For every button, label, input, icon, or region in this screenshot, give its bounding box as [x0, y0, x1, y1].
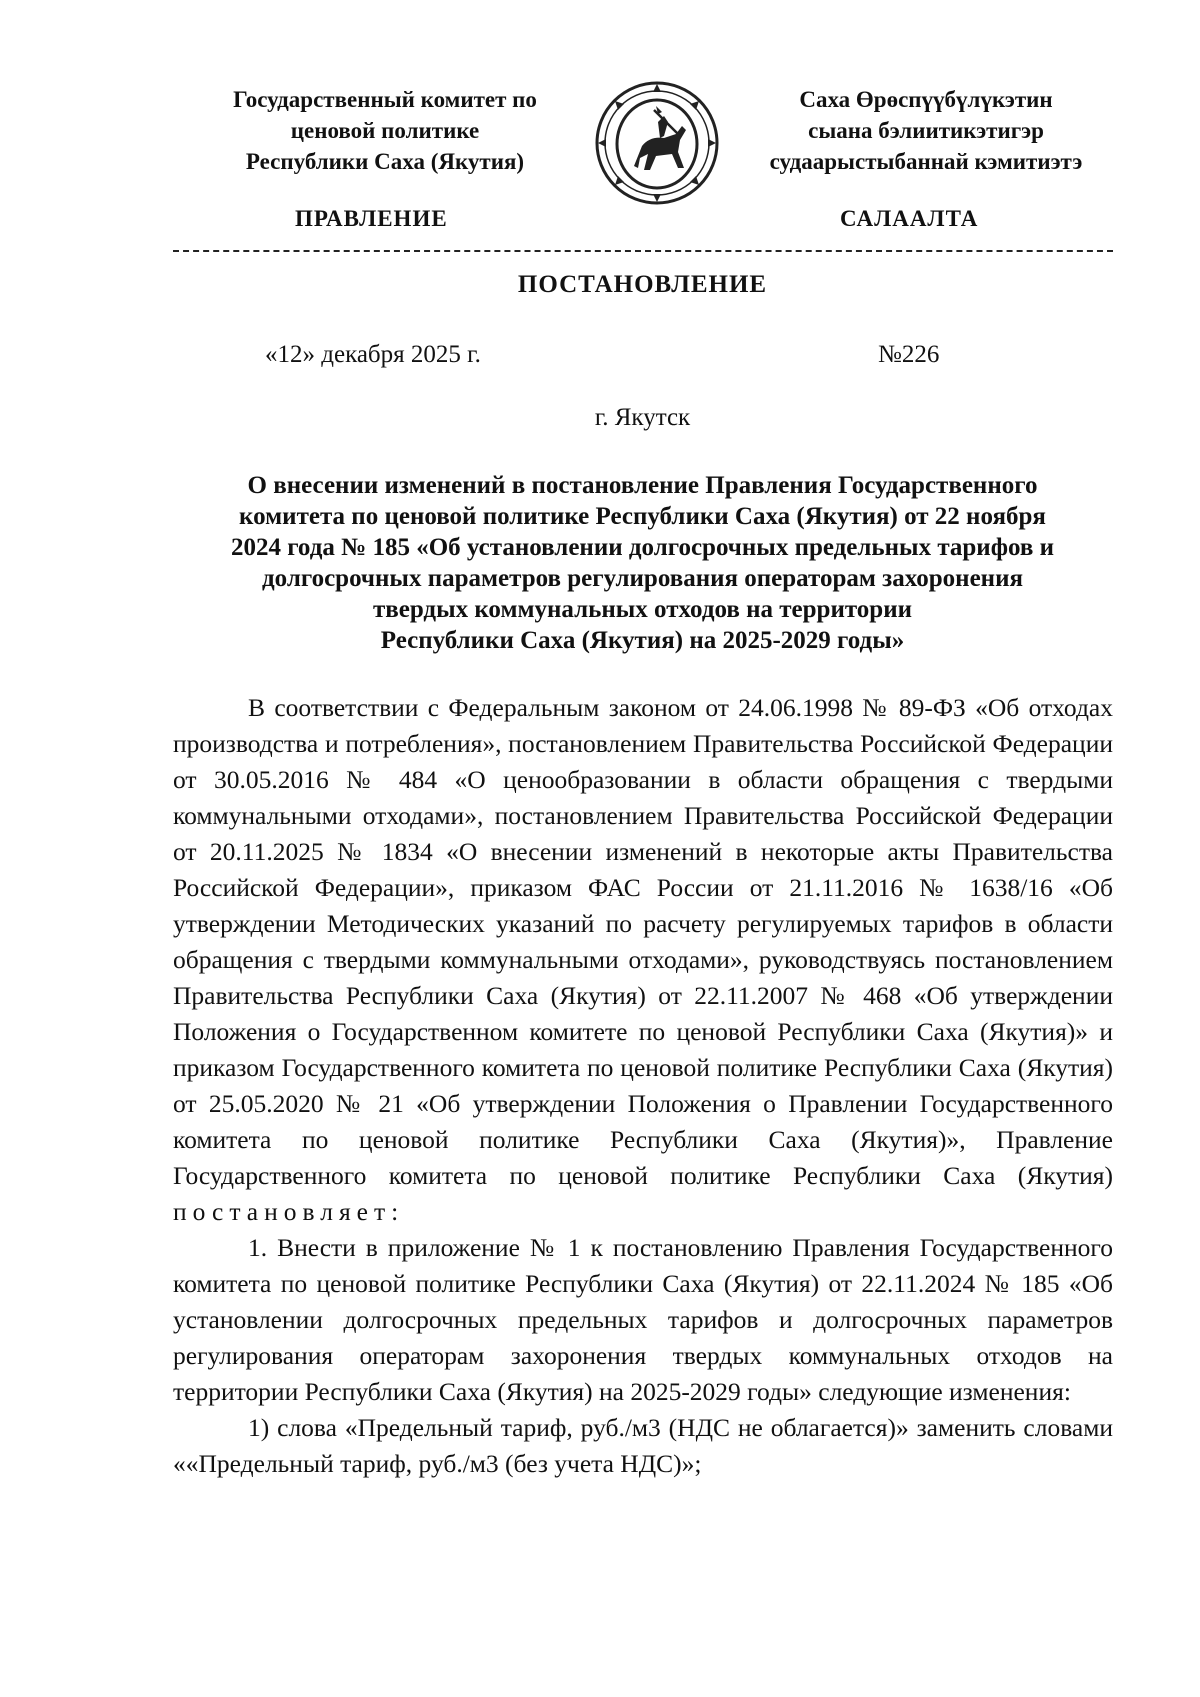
item-1-1-paragraph: 1) слова «Предельный тариф, руб./м3 (НДС не облагается)» заменить словами ««Предельный тариф, руб./м3 (без учета НДС)»; — [173, 1413, 1113, 1478]
header-org-line: ценовой политике — [290, 118, 480, 143]
resolves-word: постановляет: — [173, 1197, 405, 1226]
header-org-line: судаарыстыбаннай кэмитиэтэ — [769, 149, 1083, 174]
board-title-sah: САЛААЛТА — [840, 206, 979, 231]
decree-subject — [170, 470, 1115, 656]
subject-line: долгосрочных параметров регулирования операторам захоронения — [262, 565, 1023, 592]
yakutia-coat-of-arms-icon — [594, 80, 720, 206]
preamble-text: В соответствии с Федеральным законом от 24.06.1998 № 89-ФЗ «Об отходах производства и потребления», постановлением Правительства Российской Федерации от 30.05.2016 № 484 «О ценообразовании в области обращения с твердыми коммунальными отходами», постановлением Правительства Российской Федерации от 20.11.2025 № 1834 «О внесении изменений в некоторые акты Правительства Российской Федерации», приказом ФАС России от 21.11.2016 № 1638/16 «Об утверждении Методических указаний по расчету регулируемых тарифов в области обращения с твердыми коммунальными отходами», руководствуясь постановлением Правительства Республики Саха (Якутия) от 22.11.2007 № 468 «Об утверждении Положения о Государственном комитете по ценовой Республики Саха (Якутия)» и приказом Государственного комитета по ценовой политике Республики Саха (Якутия) от 25.05.2020 № 21 «Об утверждении Положения о Правлении Государственного комитета по ценовой политике Республики Саха (Якутия)», Правление Государственного комитета по ценовой политике Республики Саха (Якутия) — [173, 693, 1113, 1190]
decree-title: ПОСТАНОВЛЕНИЕ — [517, 271, 768, 298]
decree-city: г. Якутск — [594, 404, 691, 431]
subject-line: Республики Саха (Якутия) на 2025-2029 годы» — [380, 627, 905, 654]
header-org-name-sah — [732, 84, 1120, 177]
decree-date: «12» декабря 2025 г. — [265, 341, 481, 368]
preamble-paragraph — [173, 690, 1113, 1230]
header-org-line: Государственный комитет по — [233, 87, 537, 112]
header-org-line: Саха Өрөспүүбүлүкэтин — [799, 87, 1053, 112]
board-title-ru: ПРАВЛЕНИЕ — [295, 206, 448, 231]
header-org-line: Республики Саха (Якутия) — [245, 149, 525, 174]
decree-body — [173, 690, 1113, 1482]
header-divider — [173, 250, 1113, 252]
subject-line: твердых коммунальных отходов на территории — [372, 596, 913, 623]
header-org-name-ru — [195, 84, 575, 177]
subject-line: комитета по ценовой политике Республики Саха (Якутия) от 22 ноября — [239, 503, 1046, 530]
item-1-paragraph: 1. Внести в приложение № 1 к постановлению Правления Государственного комитета по ценовой политике Республики Саха (Якутия) от 22.11.2024 № 185 «Об установлении долгосрочных предельных тарифов и долгосрочных параметров регулирования операторам захоронения твердых коммунальных отходов на территории Республики Саха (Якутия) на 2025-2029 годы» следующие изменения: — [173, 1233, 1113, 1406]
subject-line: О внесении изменений в постановление Правления Государственного — [247, 472, 1038, 499]
subject-line: 2024 года № 185 «Об установлении долгосрочных предельных тарифов и — [230, 534, 1055, 561]
header-org-line: сыана бэлиитикэтигэр — [808, 118, 1044, 143]
decree-number: №226 — [878, 341, 940, 368]
